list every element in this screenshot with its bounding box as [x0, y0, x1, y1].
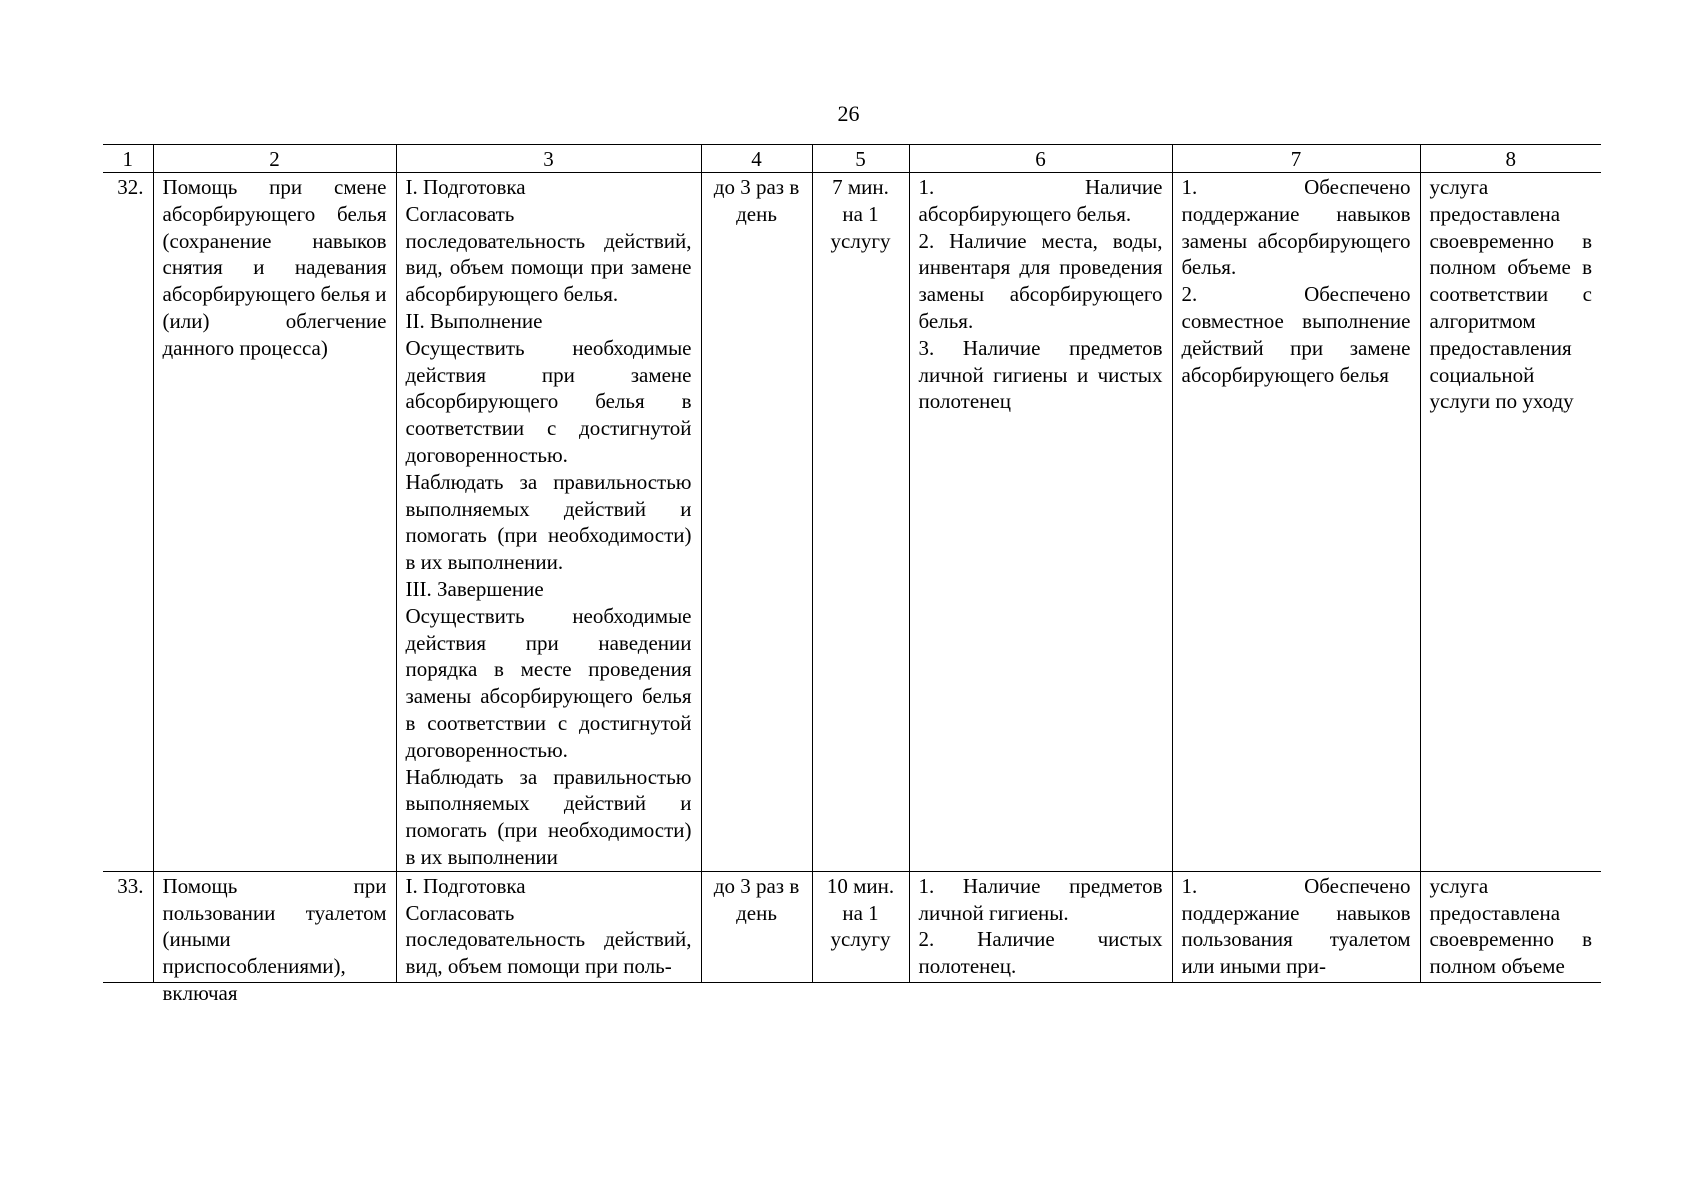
service-evaluation [1420, 871, 1601, 982]
service-evaluation: услуга предоставлена своевременно в полном объеме в соответствии с алгоритмом предоставления социальной услуги по уходу [1420, 173, 1601, 872]
service-results [1172, 871, 1420, 982]
content-block [406, 873, 692, 982]
column-number: 6 [909, 145, 1172, 173]
content-line: III. Завершение [405, 576, 544, 601]
service-conditions [909, 871, 1172, 982]
result-line: 1. Обеспечено поддержание навыков замены абсорбирующего белья. [1181, 175, 1411, 280]
column-number: 7 [1172, 145, 1420, 173]
service-duration: 7 мин. на 1 услугу [812, 173, 909, 872]
column-number-row [103, 145, 1601, 173]
table-row [103, 173, 1601, 872]
services-table [103, 144, 1601, 1005]
service-results [1172, 173, 1420, 872]
page-number: 26 [837, 101, 860, 126]
column-number: 3 [396, 145, 701, 173]
content-line: Согласовать последовательность действий, вид, объем помощи при поль- [405, 900, 692, 979]
table-row [103, 871, 1601, 982]
content-line: Согласовать последовательность действий, вид, объем помощи при замене абсорбирующего белья. [405, 201, 692, 307]
service-name [153, 871, 396, 1005]
service-content [396, 173, 701, 872]
conditions-block [919, 873, 1163, 982]
content-line: II. Выполнение [405, 308, 543, 333]
condition-line: 1. Наличие абсорбирующего белья. [918, 175, 1163, 226]
column-number: 4 [701, 145, 812, 173]
service-name-text: Помощь при пользовании туалетом (иными приспособлениями), включая [162, 873, 387, 1005]
service-frequency: до 3 раз в день [701, 871, 812, 982]
service-conditions [909, 173, 1172, 872]
content-line: Наблюдать за правильностью выполняемых действий и помогать (при необходимости) в их выполнении. [405, 469, 692, 575]
results-block [1182, 873, 1411, 982]
column-number: 8 [1420, 145, 1601, 173]
service-duration: 10 мин. на 1 услугу [812, 871, 909, 982]
content-line: Наблюдать за правильностью выполняемых действий и помогать (при необходимости) в их выполнении [405, 764, 692, 869]
evaluation-text: услуга предоставлена своевременно в полном объеме [1429, 873, 1592, 979]
condition-line: 1. Наличие предметов личной гигиены. [918, 873, 1163, 925]
result-line: 1. Обеспечено поддержание навыков пользования туалетом или иными при- [1181, 873, 1411, 979]
row-number: 32. [103, 173, 153, 872]
column-number: 1 [103, 145, 153, 173]
content-line: I. Подготовка [405, 873, 526, 898]
row-number: 33. [103, 871, 153, 982]
content-line: Осуществить необходимые действия при замене абсорбирующего белья в соответствии с достигнутой договоренностью. [405, 335, 692, 467]
service-content [396, 871, 701, 982]
condition-line: 2. Наличие места, воды, инвентаря для проведения замены абсорбирующего белья. [918, 228, 1163, 333]
column-number: 5 [812, 145, 909, 173]
content-line: Осуществить необходимые действия при наведении порядка в месте проведения замены абсорбирующего белья в соответствии с достигнутой договоренностью. [405, 603, 692, 762]
service-name: Помощь при смене абсорбирующего белья (сохранение навыков снятия и надевания абсорбирующего белья и (или) облегчение данного процесса) [153, 173, 396, 872]
condition-line: 2. Наличие чистых полотенец. [918, 927, 1163, 979]
column-number: 2 [153, 145, 396, 173]
content-line: I. Подготовка [405, 175, 526, 199]
condition-line: 3. Наличие предметов личной гигиены и чистых полотенец [918, 335, 1163, 414]
service-frequency: до 3 раз в день [701, 173, 812, 872]
result-line: 2. Обеспечено совместное выполнение действий при замене абсорбирующего белья [1181, 282, 1411, 387]
